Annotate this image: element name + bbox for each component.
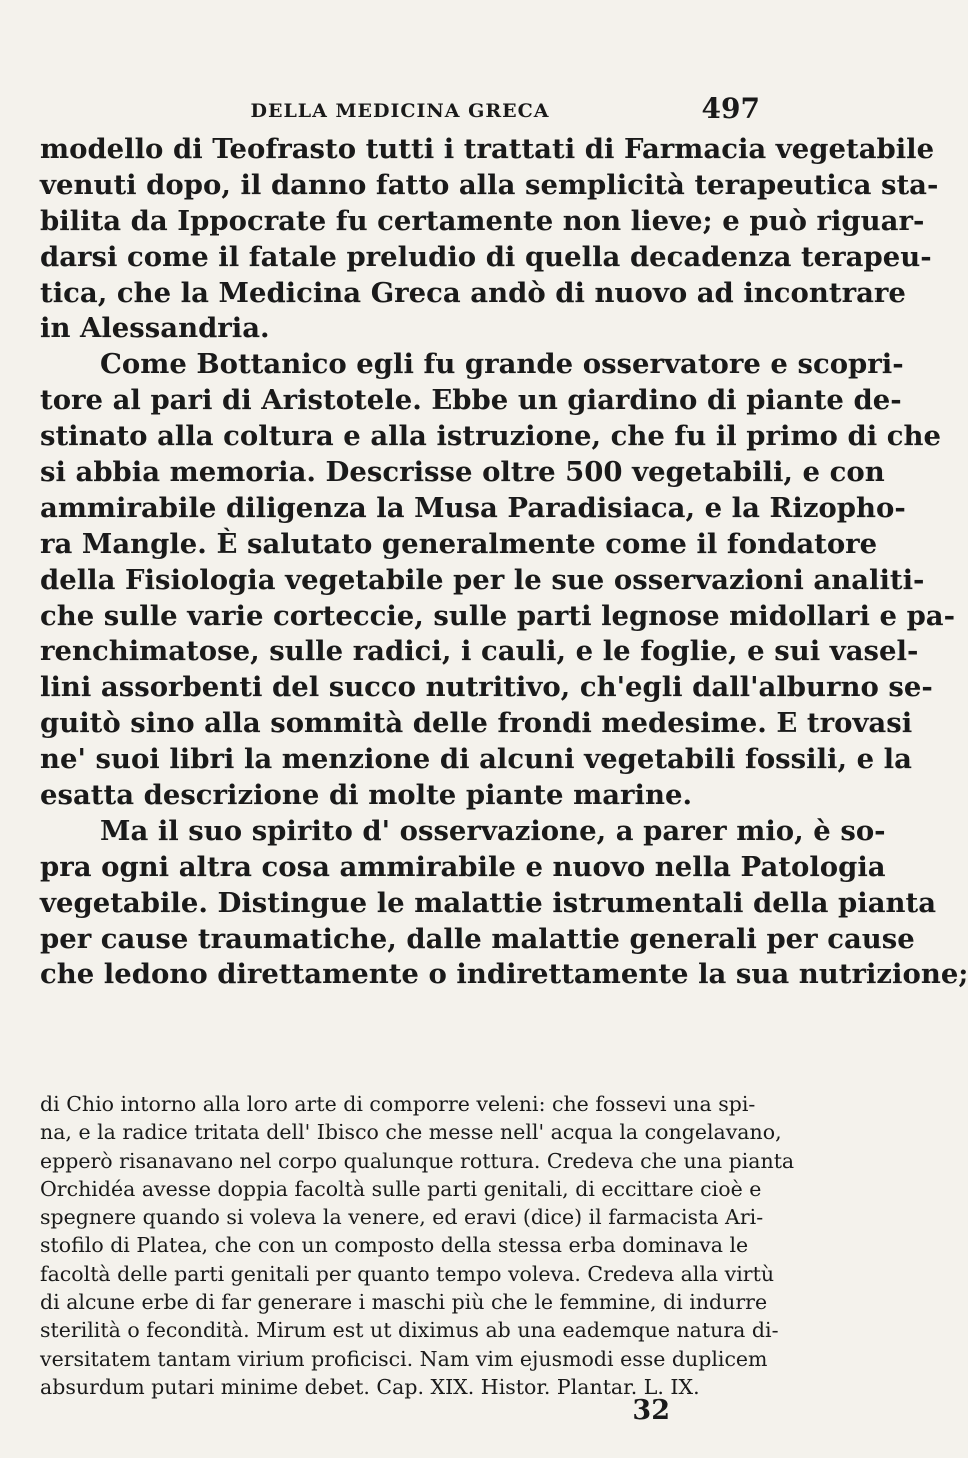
footnote-line: spegnere quando si voleva la venere, ed eravi (dice) il farmacista Ari- [40, 1205, 764, 1230]
text-line: ra Mangle. È salutato generalmente come il fondatore [40, 527, 878, 560]
footnote-line: sterilità o fecondità. Mirum est ut diximus ab una eademque natura di- [40, 1318, 779, 1343]
text-line: in Alessandria. [40, 312, 270, 345]
text-line: Ma il suo spirito d' osservazione, a parer mio, è so- [100, 814, 886, 847]
text-line: che ledono direttamente o indirettamente la sua nutrizione; [40, 958, 968, 991]
footnote-line: na, e la radice tritata dell' Ibisco che messe nell' acqua la congelavano, [40, 1120, 782, 1145]
running-title: DELLA MEDICINA GRECA [250, 100, 550, 122]
text-line: darsi come il fatale preludio di quella decadenza terapeu- [40, 240, 932, 273]
text-line: venuti dopo, il danno fatto alla semplicità terapeutica sta- [40, 168, 939, 201]
footnote-line: facoltà delle parti genitali per quanto tempo voleva. Credeva alla virtù [40, 1261, 775, 1286]
text-line: tore al pari di Aristotele. Ebbe un giardino di piante de- [40, 384, 902, 417]
text-line: tica, che la Medicina Greca andò di nuovo ad incontrare [40, 276, 906, 309]
footnote-line: stofilo di Platea, che con un composto della stessa erba dominava le [40, 1233, 749, 1258]
footnote [40, 1090, 795, 1401]
text-line: per cause traumatiche, dalle malattie generali per cause [40, 922, 915, 955]
footnote-line: Orchidéa avesse doppia facoltà sulle parti genitali, di eccittare cioè e [40, 1176, 762, 1201]
text-line: lini assorbenti del succo nutritivo, ch'egli dall'alburno se- [40, 671, 933, 704]
text-line: vegetabile. Distingue le malattie istrumentali della pianta [40, 886, 937, 919]
footnote-line: di Chio intorno alla loro arte di comporre veleni: che fossevi una spi- [40, 1092, 756, 1116]
text-line: pra ogni altra cosa ammirabile e nuovo nella Patologia [40, 850, 886, 883]
signature-mark: 32 [632, 1395, 670, 1426]
text-line: guitò sino alla sommità delle frondi medesime. E trovasi [40, 707, 913, 740]
footnote-line: absurdum putari minime debet. Cap. XIX. Histor. Plantar. L. IX. [40, 1374, 700, 1399]
footnote-line: di alcune erbe di far generare i maschi più che le femmine, di indurre [40, 1290, 768, 1315]
text-line: renchimatose, sulle radici, i cauli, e le foglie, e sui vasel- [40, 635, 919, 668]
text-line: esatta descrizione di molte piante marine. [40, 779, 693, 812]
main-text [40, 132, 968, 993]
footnote-line: versitatem tantam virium proficisci. Nam vim ejusmodi esse duplicem [40, 1346, 768, 1371]
text-line: ne' suoi libri la menzione di alcuni vegetabili fossili, e la [40, 743, 912, 776]
page-header [40, 90, 760, 130]
text-line: si abbia memoria. Descrisse oltre 500 vegetabili, e con [40, 456, 885, 489]
text-line: ammirabile diligenza la Musa Paradisiaca, e la Rizopho- [40, 491, 906, 524]
footnote-line: epperò risanavano nel corpo qualunque rottura. Credeva che una pianta [40, 1148, 795, 1173]
text-line: bilita da Ippocrate fu certamente non lieve; e può riguar- [40, 204, 925, 237]
text-line: della Fisiologia vegetabile per le sue osservazioni analiti- [40, 563, 925, 596]
page-number: 497 [701, 92, 760, 125]
text-line: stinato alla coltura e alla istruzione, che fu il primo di che [40, 420, 941, 453]
text-line: modello di Teofrasto tutti i trattati di Farmacia vegetabile [40, 133, 935, 165]
text-line: Come Bottanico egli fu grande osservatore e scopri- [100, 348, 904, 381]
text-line: che sulle varie corteccie, sulle parti legnose midollari e pa- [40, 599, 956, 632]
